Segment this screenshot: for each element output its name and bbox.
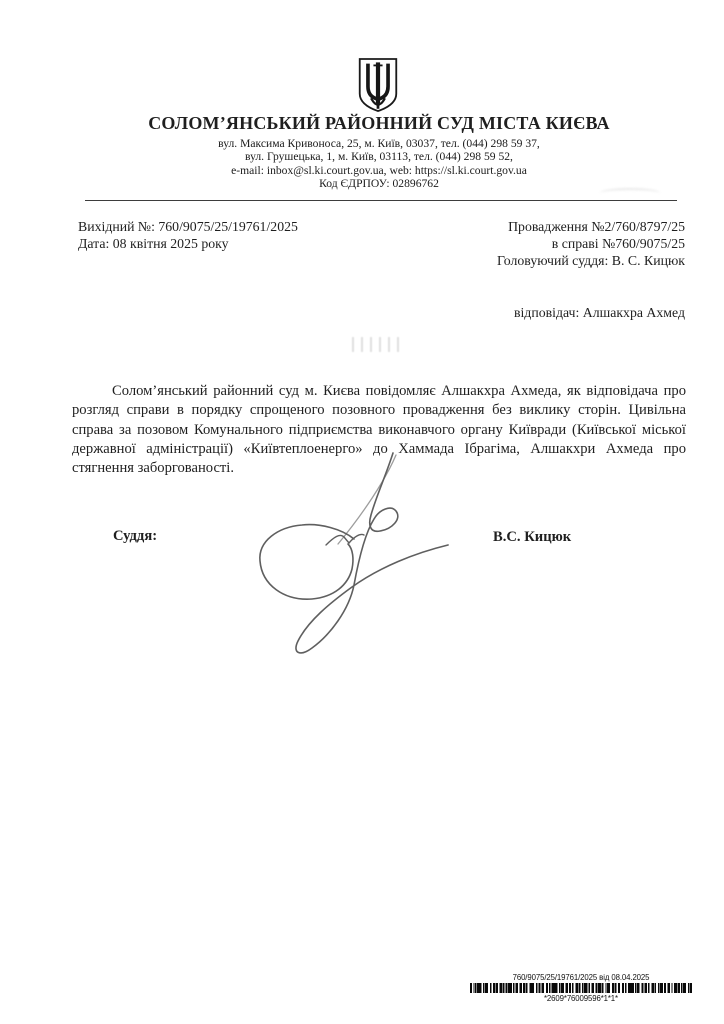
court-name-title: СОЛОМ’ЯНСЬКИЙ РАЙОННИЙ СУД МІСТА КИЄВА	[148, 113, 610, 133]
presiding-judge: Головуючий суддя: В. С. Кицюк	[497, 253, 685, 268]
court-address-line-2: вул. Грушецька, 1, м. Київ, 03113, тел. (044) 298 59 52,	[245, 150, 513, 164]
reference-right-block	[497, 218, 685, 269]
notification-paragraph: Солом’янський районний суд м. Києва повідомляє Алшакхра Ахмеда, як відповідача про розгляд справи в порядку спрощеного позовного провадження без виклику сторін. Цивільна справа за позовом Комунального підприємства виконавчого органу Київради (Київської міської державної адміністрації) «Київтеплоенерго» до Хаммада Ібрагіма, Алшакхри Ахмеда про стягнення заборгованості.	[72, 383, 686, 477]
case-number: в справі №760/9075/25	[551, 236, 685, 251]
court-address-block	[17, 137, 724, 190]
outgoing-number: Вихідний №: 760/9075/25/19761/2025	[78, 219, 298, 234]
judge-label: Суддя:	[113, 528, 158, 544]
court-address-line-3: e-mail: inbox@sl.ki.court.gov.ua, web: https://sl.ki.court.gov.ua	[231, 163, 527, 177]
barcode-block	[470, 973, 692, 1003]
respondent-line: відповідач: Алшакхра Ахмед	[513, 305, 685, 320]
scan-artifact	[352, 337, 400, 352]
barcode-icon	[470, 983, 692, 993]
judge-name: В.С. Кицюк	[493, 529, 572, 545]
letter-date: Дата: 08 квітня 2025 року	[78, 236, 229, 251]
ukraine-trident-emblem-icon	[357, 56, 399, 115]
handwritten-signature	[250, 445, 460, 665]
scan-smudge	[600, 188, 660, 198]
court-address-line-1: вул. Максима Кривоноса, 25, м. Київ, 03037, тел. (044) 298 59 37,	[218, 137, 540, 150]
barcode-caption-top: 760/9075/25/19761/2025 від 08.04.2025	[512, 973, 650, 982]
reference-left-block	[78, 218, 298, 252]
barcode-caption-bottom: *2609*76009596*1*1*	[544, 994, 618, 1003]
proceeding-number: Провадження №2/760/8797/25	[508, 219, 685, 234]
header-divider-rule	[85, 200, 677, 201]
court-edrpou-line: Код ЄДРПОУ: 02896762	[319, 176, 439, 190]
